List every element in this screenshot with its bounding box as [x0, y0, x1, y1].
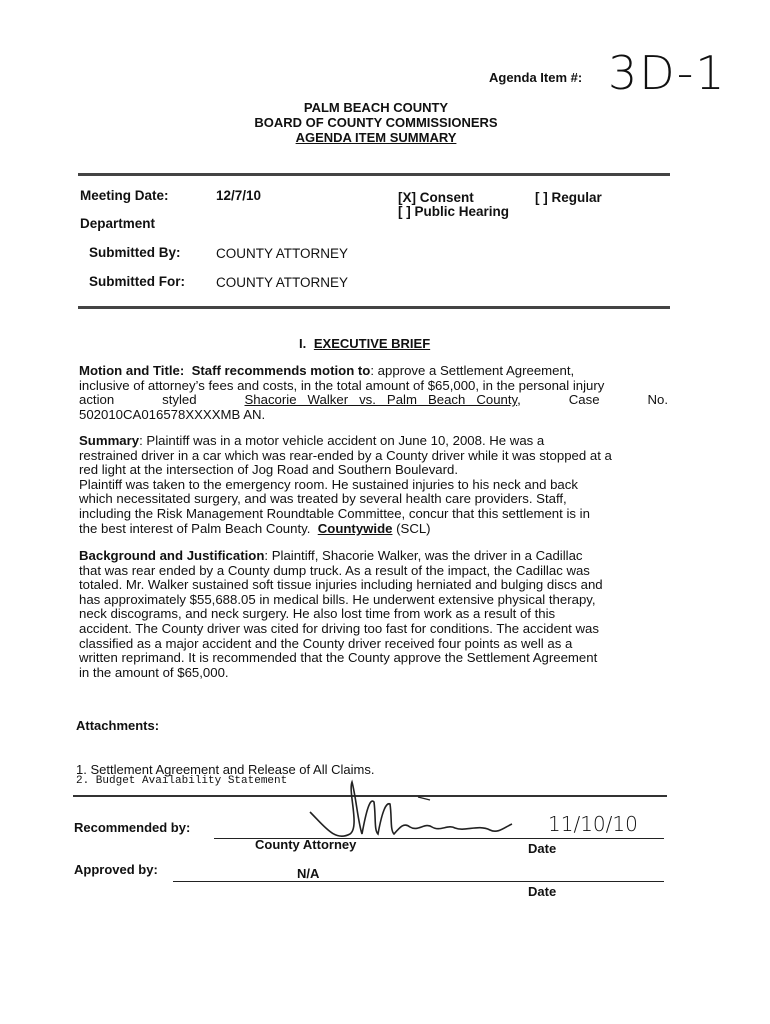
approved-signature-line [173, 881, 664, 882]
submitted-for-value: COUNTY ATTORNEY [216, 275, 349, 290]
background-line4: has approximately $55,688.05 in medical bills. He underwent extensive physical therapy, [79, 591, 596, 607]
executive-brief-heading [299, 336, 430, 351]
department-label: Department [80, 216, 156, 231]
attachment-item-2: 2. Budget Availability Statement [76, 775, 288, 787]
motion-line3-case: Case [568, 392, 600, 408]
background-line8: written reprimand. It is recommended that the County approve the Settlement Agreement [79, 650, 598, 666]
regular-checkbox: [ ] Regular [535, 190, 602, 205]
background-paragraph [79, 549, 668, 680]
header-summary-title: AGENDA ITEM SUMMARY [295, 130, 457, 145]
approved-value: N/A [297, 866, 320, 881]
background-line6: accident. The County driver was cited for driving too fast for conditions. The accident was [79, 620, 599, 636]
heading-text: EXECUTIVE BRIEF [313, 336, 431, 351]
summary-line4: Plaintiff was taken to the emergency room. He sustained injuries to his neck and back [79, 476, 578, 492]
summary-line6: including the Risk Management Roundtable Committee, concur that this settlement is in [79, 505, 590, 521]
submitted-by-label: Submitted By: [89, 245, 181, 260]
summary-line7: the best interest of Palm Beach County. [79, 520, 311, 536]
date-caption-2: Date [528, 884, 557, 899]
agenda-item-number: 3D-1 [608, 46, 727, 100]
countywide-tag: Countywide [317, 520, 393, 536]
motion-bold: Staff recommends motion to [191, 363, 371, 378]
scl-tag: (SCL) [396, 520, 431, 536]
background-line9: in the amount of $65,000. [79, 664, 229, 680]
header-county: PALM BEACH COUNTY [303, 100, 449, 115]
summary-line1: : Plaintiff was in a motor vehicle accident on June 10, 2008. He was a [139, 433, 545, 448]
attachment-item-1: 1. Settlement Agreement and Release of All Claims. [76, 762, 375, 777]
agenda-item-label: Agenda Item #: [489, 70, 583, 85]
background-line7: classified as a major accident and the County driver received four points as well as a [79, 635, 573, 651]
county-attorney-caption: County Attorney [255, 837, 357, 852]
background-line5: neck discograms, and neck surgery. He also lost time from work as a result of this [79, 606, 556, 622]
summary-lead: Summary [79, 433, 140, 448]
case-style: Shacorie Walker vs. Palm Beach County [244, 392, 518, 408]
motion-paragraph [79, 364, 668, 422]
divider-middle [78, 306, 670, 309]
meeting-date-label: Meeting Date: [80, 188, 169, 203]
public-hearing-checkbox: [ ] Public Hearing [398, 204, 510, 219]
recommended-by-label: Recommended by: [74, 820, 191, 835]
submitted-for-label: Submitted For: [89, 274, 185, 289]
background-lead: Background and Justification [79, 548, 265, 563]
motion-line3 [79, 393, 668, 408]
motion-line3-action: action [79, 392, 115, 408]
motion-line1: : approve a Settlement Agreement, [370, 363, 575, 378]
background-line3: totaled. Mr. Walker sustained soft tissue injuries including herniated and bulging discs and [79, 577, 603, 593]
approved-by-label: Approved by: [74, 862, 158, 877]
summary-line2: restrained driver in a car which was rear-ended by a County driver while it was stopped at a [79, 447, 612, 463]
divider-top [78, 173, 670, 176]
attachments-label: Attachments: [76, 718, 160, 733]
background-line2: that was rear ended by a County dump truck. As a result of the impact, the Cadillac was [79, 562, 590, 578]
summary-paragraph [79, 434, 668, 536]
summary-line5: which necessitated surgery, and was treated by several health care providers. Staff, [79, 491, 567, 507]
header-board: BOARD OF COUNTY COMMISSIONERS [254, 115, 498, 130]
heading-numeral: I. [299, 336, 307, 351]
summary-line3: red light at the intersection of Jog Road and Southern Boulevard. [79, 462, 459, 478]
motion-line3-no: No. [647, 392, 668, 408]
consent-checkbox: [X] Consent [398, 190, 474, 205]
motion-line3-styled: styled [162, 392, 197, 408]
handwritten-date: 11/10/10 [548, 812, 638, 836]
motion-line2: inclusive of attorney’s fees and costs, in the total amount of $65,000, in the personal injury [79, 377, 605, 393]
date-caption-1: Date [528, 841, 557, 856]
motion-lead: Motion and Title: [79, 363, 185, 378]
background-line1: : Plaintiff, Shacorie Walker, was the driver in a Cadillac [264, 548, 583, 563]
motion-line3-comma: , [517, 392, 521, 408]
case-number: 502010CA016578XXXXMB AN. [79, 406, 266, 422]
document-header [230, 100, 522, 145]
submitted-by-value: COUNTY ATTORNEY [216, 246, 349, 261]
meeting-date-value: 12/7/10 [216, 188, 262, 203]
